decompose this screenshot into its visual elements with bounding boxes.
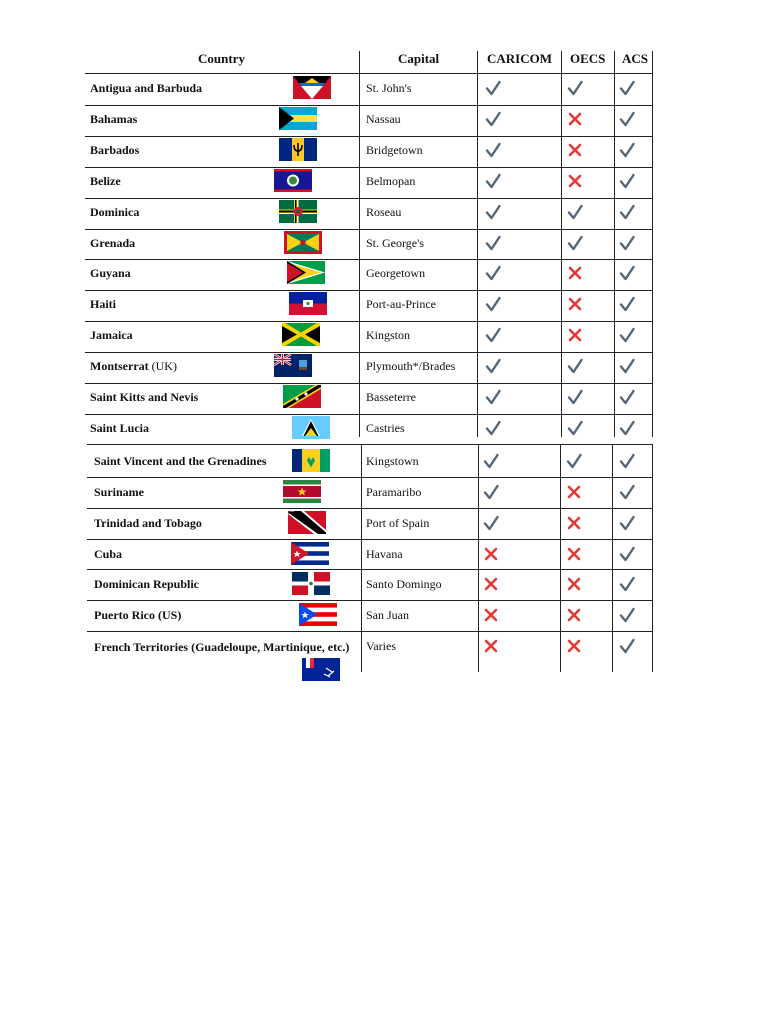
check-icon-caricom [485, 80, 501, 96]
check-icon-acs [619, 358, 635, 374]
table-row [0, 259, 768, 290]
table-row [0, 167, 768, 198]
check-icon-acs [619, 296, 635, 312]
puerto-rico-flag-icon [299, 603, 337, 626]
check-icon-acs [619, 453, 635, 469]
table-row [0, 540, 768, 571]
saint-vincent-flag-icon [292, 449, 330, 472]
check-icon-acs [619, 327, 635, 343]
saint-kitts-flag-icon [283, 385, 321, 408]
capital-name: Georgetown [366, 266, 426, 281]
table-row [0, 478, 768, 509]
table-row [0, 352, 768, 383]
barbados-flag-icon [279, 138, 317, 161]
cross-icon-oecs [566, 546, 582, 562]
cross-icon-oecs [566, 607, 582, 623]
check-icon-oecs [567, 358, 583, 374]
header-oecs: OECS [570, 51, 606, 66]
table-row [0, 136, 768, 167]
suriname-flag-icon [283, 480, 321, 503]
country-name [90, 205, 139, 219]
country-name-text: Trinidad and Tobago [94, 515, 202, 530]
check-icon-caricom [485, 142, 501, 158]
bahamas-flag-icon [279, 107, 317, 130]
capital-name: St. George's [366, 235, 424, 250]
country-name [94, 547, 122, 561]
cross-icon-oecs [566, 484, 582, 500]
check-icon-caricom [483, 484, 499, 500]
check-icon-acs [619, 265, 635, 281]
country-name [90, 81, 202, 95]
capital-name: Belmopan [366, 173, 416, 188]
antigua-flag-icon [293, 76, 331, 99]
country-name [90, 359, 177, 373]
country-name-text: Dominican Republic [94, 577, 200, 592]
check-icon-acs [619, 111, 635, 127]
check-icon-acs [619, 142, 635, 158]
cross-icon-oecs [567, 327, 583, 343]
capital-name: Kingstown [366, 453, 419, 468]
dominican-republic-flag-icon [292, 572, 330, 595]
table-row [0, 632, 768, 663]
country-name [94, 639, 354, 655]
cross-icon-oecs [567, 173, 583, 189]
table-row [0, 509, 768, 540]
jamaica-flag-icon [282, 323, 320, 346]
check-icon-caricom [483, 515, 499, 531]
country-name [90, 266, 131, 280]
capital-name: Port of Spain [366, 515, 430, 530]
capital-name: Roseau [366, 204, 402, 219]
country-name [90, 112, 137, 126]
country-name-text: Suriname [94, 484, 145, 499]
cross-icon-oecs [566, 638, 582, 654]
country-name-text: French Territories (Guadeloupe, Martinique, etc.) [94, 640, 350, 655]
country-name-text: Cuba [94, 546, 123, 561]
table-row [0, 290, 768, 321]
country-name [90, 236, 135, 250]
trinidad-flag-icon [288, 511, 326, 534]
country-name [90, 390, 198, 404]
country-name [90, 297, 116, 311]
check-icon-oecs [567, 235, 583, 251]
check-icon-acs [619, 484, 635, 500]
country-name-text: Bahamas [90, 111, 138, 126]
country-name-text: Montserrat [90, 359, 149, 374]
cross-icon-oecs [567, 265, 583, 281]
check-icon-caricom [485, 265, 501, 281]
check-icon-oecs [567, 204, 583, 220]
table-row [0, 601, 768, 632]
cross-icon-oecs [566, 576, 582, 592]
capital-name: Bridgetown [366, 142, 423, 157]
country-name-text: Haiti [90, 297, 116, 312]
check-icon-acs [619, 638, 635, 654]
country-name-text: Puerto Rico (US) [94, 608, 182, 623]
country-name [90, 328, 133, 342]
cross-icon-oecs [567, 111, 583, 127]
table-row [0, 198, 768, 229]
table-row [0, 447, 768, 478]
country-name [94, 516, 202, 530]
saint-lucia-flag-icon [292, 416, 330, 439]
check-icon-acs [619, 576, 635, 592]
check-icon-acs [619, 173, 635, 189]
check-icon-caricom [485, 327, 501, 343]
country-name [94, 454, 266, 468]
cross-icon-oecs [567, 142, 583, 158]
montserrat-flag-icon [274, 354, 312, 377]
capital-name: Santo Domingo [366, 577, 442, 592]
table-row [0, 105, 768, 136]
check-icon-caricom [485, 420, 501, 436]
country-name-text: Antigua and Barbuda [90, 81, 203, 95]
table-row [0, 229, 768, 260]
header-caricom: CARICOM [487, 51, 552, 66]
check-icon-acs [619, 420, 635, 436]
guyana-flag-icon [287, 261, 325, 284]
country-name [90, 143, 139, 157]
check-icon-oecs [567, 389, 583, 405]
cross-icon-oecs [566, 515, 582, 531]
check-icon-acs [619, 607, 635, 623]
table-row [0, 383, 768, 414]
country-name [94, 608, 181, 622]
haiti-flag-icon [289, 292, 327, 315]
header-capital: Capital [398, 51, 440, 66]
capital-name: Kingston [366, 328, 411, 343]
header-country: Country [198, 51, 245, 66]
country-name [94, 577, 199, 591]
country-name-text: Dominica [90, 204, 140, 219]
country-name-text: Saint Vincent and the Grenadines [94, 453, 267, 468]
cuba-flag-icon [291, 542, 329, 565]
country-name-text: Barbados [90, 142, 140, 157]
country-name [94, 485, 144, 499]
capital-name: Nassau [366, 111, 401, 126]
check-icon-caricom [485, 204, 501, 220]
grenada-flag-icon [284, 231, 322, 254]
check-icon-caricom [485, 111, 501, 127]
table-row [0, 414, 768, 445]
country-name-text: Jamaica [90, 328, 133, 343]
check-icon-caricom [485, 235, 501, 251]
capital-name: San Juan [366, 608, 409, 623]
cross-icon-caricom [483, 546, 499, 562]
french-territories-flag-icon [302, 658, 340, 681]
country-name-text: Guyana [90, 266, 131, 281]
check-icon-acs [619, 515, 635, 531]
capital-name: Castries [366, 420, 405, 435]
table-row [0, 570, 768, 601]
capital-name: Port-au-Prince [366, 297, 436, 312]
check-icon-oecs [567, 420, 583, 436]
cross-icon-caricom [483, 576, 499, 592]
check-icon-oecs [567, 80, 583, 96]
country-name [90, 421, 149, 435]
cross-icon-oecs [567, 296, 583, 312]
table-row [0, 74, 768, 105]
table-row [0, 321, 768, 352]
country-name-suffix: (UK) [148, 359, 177, 374]
country-name-text: Belize [90, 173, 121, 188]
capital-name: Havana [366, 546, 403, 561]
check-icon-acs [619, 80, 635, 96]
country-name-text: Saint Kitts and Nevis [90, 390, 199, 404]
check-icon-caricom [485, 173, 501, 189]
cross-icon-caricom [483, 607, 499, 623]
check-icon-acs [619, 204, 635, 220]
check-icon-caricom [485, 296, 501, 312]
country-name-text: Saint Lucia [90, 420, 150, 435]
capital-name: Paramaribo [366, 484, 422, 499]
check-icon-acs [619, 546, 635, 562]
dominica-flag-icon [279, 200, 317, 223]
capital-name: Basseterre [366, 390, 416, 404]
check-icon-caricom [485, 389, 501, 405]
check-icon-acs [619, 389, 635, 405]
capital-name: Plymouth*/Brades [366, 359, 456, 374]
check-icon-caricom [483, 453, 499, 469]
capital-name: Varies [366, 639, 396, 654]
country-name [90, 174, 121, 188]
country-name-text: Grenada [90, 235, 136, 250]
belize-flag-icon [274, 169, 312, 192]
check-icon-oecs [566, 453, 582, 469]
cross-icon-caricom [483, 638, 499, 654]
header-acs: ACS [622, 51, 649, 66]
capital-name: St. John's [366, 81, 412, 95]
check-icon-caricom [485, 358, 501, 374]
check-icon-acs [619, 235, 635, 251]
